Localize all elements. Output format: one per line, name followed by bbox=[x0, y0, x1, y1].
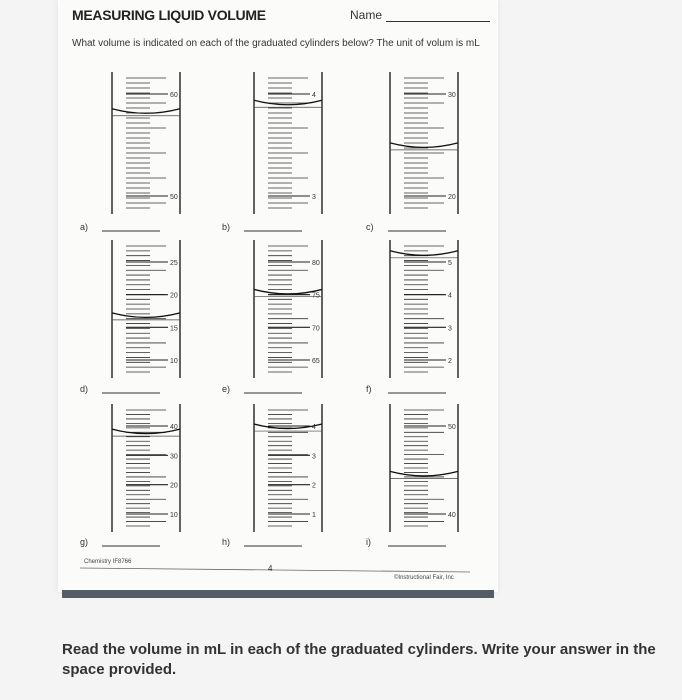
tick-label: 4 bbox=[312, 92, 316, 99]
tick-label: 1 bbox=[312, 512, 316, 519]
footer-rule bbox=[80, 568, 470, 572]
meniscus-curve bbox=[390, 251, 458, 255]
tick-label: 65 bbox=[312, 358, 320, 365]
tick-label: 5 bbox=[448, 260, 452, 267]
tick-label: 75 bbox=[312, 292, 320, 300]
tick-label: 20 bbox=[170, 292, 178, 300]
tick-label: 15 bbox=[170, 325, 178, 333]
meniscus-curve bbox=[112, 109, 180, 114]
tick-label: 60 bbox=[170, 92, 178, 99]
tick-label: 50 bbox=[170, 194, 178, 201]
answer-label: e) bbox=[222, 384, 231, 394]
tick-label: 40 bbox=[170, 424, 178, 431]
answer-label: i) bbox=[366, 537, 371, 547]
worksheet-question: What volume is indicated on each of the graduated cylinders below? The unit of volum is mL bbox=[72, 38, 480, 49]
name-label: Name bbox=[350, 8, 383, 22]
footer-book-code: Chemistry IF8766 bbox=[84, 559, 132, 565]
instructions-text: Read the volume in mL in each of the graduated cylinders. Write your answer in the space provided. bbox=[62, 641, 656, 678]
answer-label: h) bbox=[222, 537, 231, 547]
tick-label: 10 bbox=[170, 512, 178, 519]
tick-label: 3 bbox=[312, 453, 316, 461]
answer-label: b) bbox=[222, 222, 231, 232]
page-divider-bar bbox=[62, 590, 494, 598]
tick-label: 40 bbox=[448, 512, 456, 519]
tick-label: 50 bbox=[448, 424, 456, 431]
answer-label: a) bbox=[80, 222, 89, 232]
tick-label: 70 bbox=[312, 325, 320, 333]
tick-label: 20 bbox=[448, 194, 456, 201]
tick-label: 20 bbox=[170, 482, 178, 490]
answer-label: d) bbox=[80, 384, 89, 394]
answer-label: c) bbox=[366, 222, 374, 232]
footer-page-number: 4 bbox=[268, 564, 273, 573]
tick-label: 10 bbox=[170, 358, 178, 365]
tick-label: 3 bbox=[312, 194, 316, 201]
tick-label: 30 bbox=[170, 453, 178, 461]
tick-label: 3 bbox=[448, 325, 452, 333]
tick-label: 4 bbox=[448, 292, 452, 300]
tick-label: 2 bbox=[312, 482, 316, 490]
footer-publisher: ©Instructional Fair, Inc bbox=[394, 575, 454, 581]
tick-label: 4 bbox=[312, 424, 316, 431]
answer-label: f) bbox=[366, 384, 372, 394]
tick-label: 2 bbox=[448, 358, 452, 365]
tick-label: 30 bbox=[448, 92, 456, 99]
tick-label: 25 bbox=[170, 260, 178, 267]
meniscus-curve bbox=[254, 100, 322, 105]
worksheet-title: MEASURING LIQUID VOLUME bbox=[72, 7, 266, 23]
answer-label: g) bbox=[80, 537, 89, 547]
tick-label: 80 bbox=[312, 260, 320, 267]
meniscus-curve bbox=[390, 143, 458, 148]
